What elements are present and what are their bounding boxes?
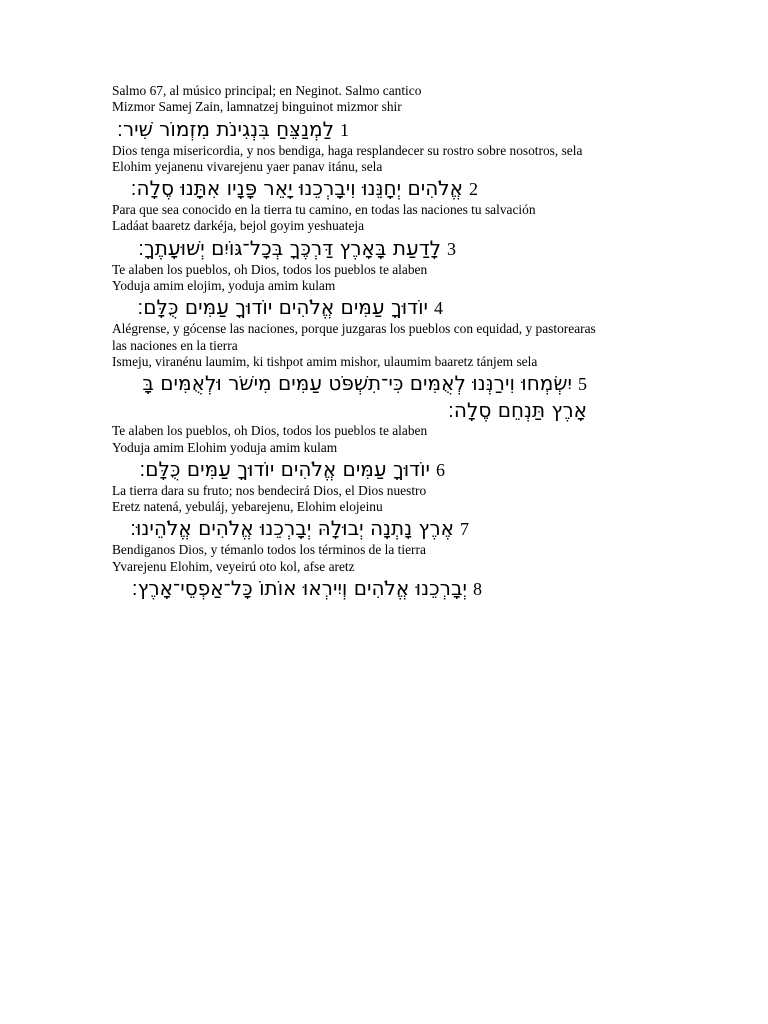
hebrew-text: אֱלֹהִים יְחָנֵּנוּ וִיבָרְכֵנוּ יָאֵר פָּנָיו אִתָּנוּ סֶלָה׃ — [130, 176, 463, 201]
hebrew-text: יְבָרְכֵנוּ אֱלֹהִים וְיִירְאוּ אוֹתוֹ כָּל־אַפְסֵי־אָרֶץ׃ — [131, 576, 467, 601]
hebrew-verse-5 — [112, 370, 587, 397]
hebrew-text: יוֹדוּךָ עַמִּים אֱלֹהִים יוֹדוּךָ עַמִּים כֻּלָּם׃ — [137, 295, 428, 320]
hebrew-verse-4 — [112, 294, 443, 321]
translit-verse-2: Ladáat baaretz darkéja, bejol goyim yeshuateja — [112, 218, 365, 234]
translit-verse-5: Yoduja amim Elohim yoduja amim kulam — [112, 439, 338, 455]
title-transliteration: Mizmor Samej Zain, lamnatzej binguinot mizmor shir — [112, 99, 402, 115]
hebrew-verse-6 — [112, 456, 445, 483]
translit-verse-1: Elohim yejanenu vivarejenu yaer panav itánu, sela — [112, 158, 383, 174]
hebrew-verse-7 — [112, 515, 469, 542]
title-spanish: Salmo 67, al músico principal; en Neginot. Salmo cantico — [112, 83, 422, 98]
verse-number: 8 — [473, 579, 482, 600]
hebrew-verse-3 — [112, 235, 456, 262]
psalm-document — [112, 83, 662, 602]
spanish-verse-2: Para que sea conocido en la tierra tu camino, en todas las naciones tu salvación — [112, 202, 536, 218]
hebrew-verse-8 — [112, 575, 482, 602]
verse-number: 1 — [340, 119, 349, 140]
translit-verse-4: Ismeju, viranénu laumim, ki tishpot amim mishor, ulaumim baaretz tánjem sela — [112, 353, 538, 369]
spanish-verse-7: Bendiganos Dios, y témanlo todos los términos de la tierra — [112, 542, 426, 558]
verse-number: 2 — [469, 179, 478, 200]
hebrew-verse-1 — [112, 116, 349, 143]
spanish-verse-1: Dios tenga misericordia, y nos bendiga, haga resplandecer su rostro sobre nosotros, sela — [112, 142, 583, 158]
hebrew-text: יוֹדוּךָ עַמִּים אֱלֹהִים יוֹדוּךָ עַמִּים כֻּלָּם׃ — [139, 456, 430, 481]
verse-number: 7 — [460, 519, 469, 540]
hebrew-text: יִשְׂמְחוּ וִירַנְּנוּ לְאֻמִּים כִּי־תִשְׁפֹּט עַמִּים מִישֹׁר וּלְאֻמִּים בָּ — [142, 371, 572, 396]
hebrew-text: לַמְנַצֵּחַ בִּנְגִינֹת מִזְמוֹר שִׁיר׃ — [116, 116, 334, 141]
spanish-verse-5: Te alaben los pueblos, oh Dios, todos los pueblos te alaben — [112, 423, 428, 439]
translit-verse-6: Eretz natená, yebuláj, yebarejenu, Elohim elojeinu — [112, 499, 383, 515]
hebrew-verse-5-continuation: אָרֶץ תַּנְחֵם סֶלָה׃ — [448, 398, 587, 423]
hebrew-text: אֶרֶץ נָתְנָה יְבוּלָהּ יְבָרְכֵנוּ אֱלֹהִים אֱלֹהֵינוּ׃ — [130, 516, 454, 541]
spanish-verse-3: Te alaben los pueblos, oh Dios, todos los pueblos te alaben — [112, 261, 428, 277]
spanish-verse-6: La tierra dara su fruto; nos bendecirá Dios, el Dios nuestro — [112, 482, 427, 498]
spanish-verse-4: Alégrense, y gócense las naciones, porque juzgaras los pueblos con equidad, y pastorearas las naciones en la tierra — [112, 321, 596, 353]
verse-number: 3 — [447, 238, 456, 259]
translit-verse-7: Yvarejenu Elohim, veyeirú oto kol, afse aretz — [112, 558, 355, 574]
hebrew-text: לָדַעַת בָּאָרֶץ דַּרְכֶּךָ בְּכָל־גּוֹיִם יְשׁוּעָתֶךָ׃ — [138, 235, 441, 260]
translit-verse-3: Yoduja amim elojim, yoduja amim kulam — [112, 278, 336, 294]
hebrew-verse-2 — [112, 175, 478, 202]
verse-number: 5 — [578, 374, 587, 395]
verse-number: 6 — [436, 459, 445, 480]
verse-number: 4 — [434, 298, 443, 319]
